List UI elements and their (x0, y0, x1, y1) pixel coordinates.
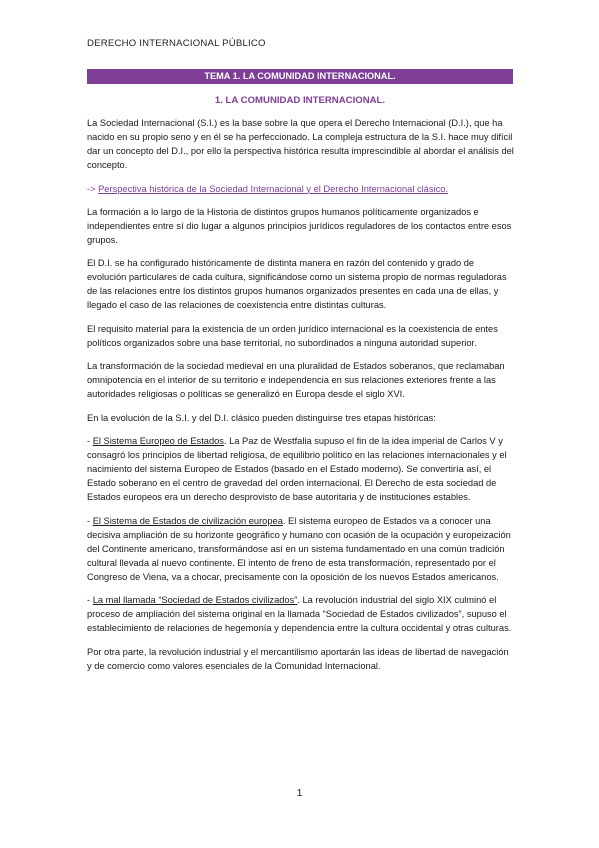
paragraph-formation: La formación a lo largo de la Historia de distintos grupos humanos políticamente organizados e independientes entre sí dio lugar a algunos principios jurídicos reguladores de los contactos entre esos grupos. (87, 206, 512, 245)
paragraph-intro: La Sociedad Internacional (S.I.) es la base sobre la que opera el Derecho Internacional (D.I.), que ha nacido en su propio seno y en él se ha perfeccionado. La compleja estructura de la S.I. hace muy difícil dar un concepto del D.I., por ello la perspectiva histórica resulta imprescindible al abordar el análisis del concepto. (87, 118, 514, 170)
paragraph-industrial-revolution: Por otra parte, la revolución industrial y el mercantilismo aportarán las ideas de libertad de navegación y de comercio como valores esenciales de la Comunidad Internacional. (87, 646, 509, 671)
paragraph-requirement: El requisito material para la existencia de un orden jurídico internacional es la coexistencia de entes políticos organizados sobre una base territorial, no subordinados a ninguna autoridad superior. (87, 323, 498, 348)
chapter-banner: TEMA 1. LA COMUNIDAD INTERNACIONAL. (87, 69, 513, 84)
stage-bullet: - (87, 595, 93, 605)
stage-bullet: - (87, 515, 93, 526)
link-arrow: -> (87, 183, 99, 194)
stage-item-civilized-states (87, 593, 514, 635)
stage-title: La mal llamada “Sociedad de Estados civilizados” (92, 595, 298, 605)
section-title: 1. LA COMUNIDAD INTERNACIONAL. (214, 95, 386, 106)
paragraph-configuration: El D.I. se ha configurado históricamente de distinta manera en razón del contenido y grado de evolución particulares de cada cultura, significándose como un sistema propio de normas reguladoras de las relaciones entre los distintos grupos humanos organizados presentes en cada una de ellas, y llegado el caso de las relaciones de coexistencia entre distintas culturas. (87, 258, 507, 310)
stage-item-european-system (87, 434, 514, 504)
page-number: 1 (296, 787, 303, 799)
stage-body: . El sistema europeo de Estados va a conocer una decisiva ampliación de su horizonte geográfico y humano con ocasión de la ocupación y europeización del Continente americano, transformándose así en un sistema fundamentado en una común tradición cultural llevada al nuevo continente. El intento de freno de esta transformación, representado por el Congreso de Viena, va a chocar, precisamente con la oposición de los nuevos Estados americanos. (87, 515, 511, 582)
paragraph-transformation: La transformación de la sociedad medieval en una pluralidad de Estados soberanos, que reclamaban omnipotencia en el interior de su territorio e independencia en sus relaciones exteriores frente a las autoridades religiosas o políticas se generalizó en Europa desde el siglo XVI. (87, 361, 505, 399)
stage-title: El Sistema Europeo de Estados (92, 436, 224, 446)
running-header: DERECHO INTERNACIONAL PÚBLICO (87, 38, 266, 49)
section-link-line (87, 182, 514, 196)
stage-item-european-civilization (87, 514, 514, 584)
stage-body: . La Paz de Westfalia supuso el fin de la idea imperial de Carlos V y consagró los principios de libertad religiosa, de equilibrio político en las relaciones internacionales y el nacimiento del sistema Europeo de Estados (basado en el Estado moderno). Se convertiría así, el Estado soberano en el centro de gravedad del orden internacional. El Derecho de esta sociedad de Estados europeos era un derecho desprovisto de base autoritaria y de instituciones estables. (87, 436, 507, 502)
stage-title: El Sistema de Estados de civilización europea (92, 515, 283, 526)
paragraph-stages-intro: En la evolución de la S.I. y del D.I. clásico pueden distinguirse tres etapas históricas: (87, 412, 436, 423)
stage-bullet: - (87, 436, 93, 446)
section-link[interactable]: Perspectiva histórica de la Sociedad Internacional y el Derecho Internacional clásico. (98, 183, 448, 194)
document-body (87, 116, 514, 682)
stage-body: . La revolución industrial del siglo XIX culminó el proceso de ampliación del sistema original en la llamada “Sociedad de Estados civilizados”, supuso el establecimiento de relaciones de hegemonía y dependencia entre la cultura occidental y otras culturas. (87, 595, 512, 633)
